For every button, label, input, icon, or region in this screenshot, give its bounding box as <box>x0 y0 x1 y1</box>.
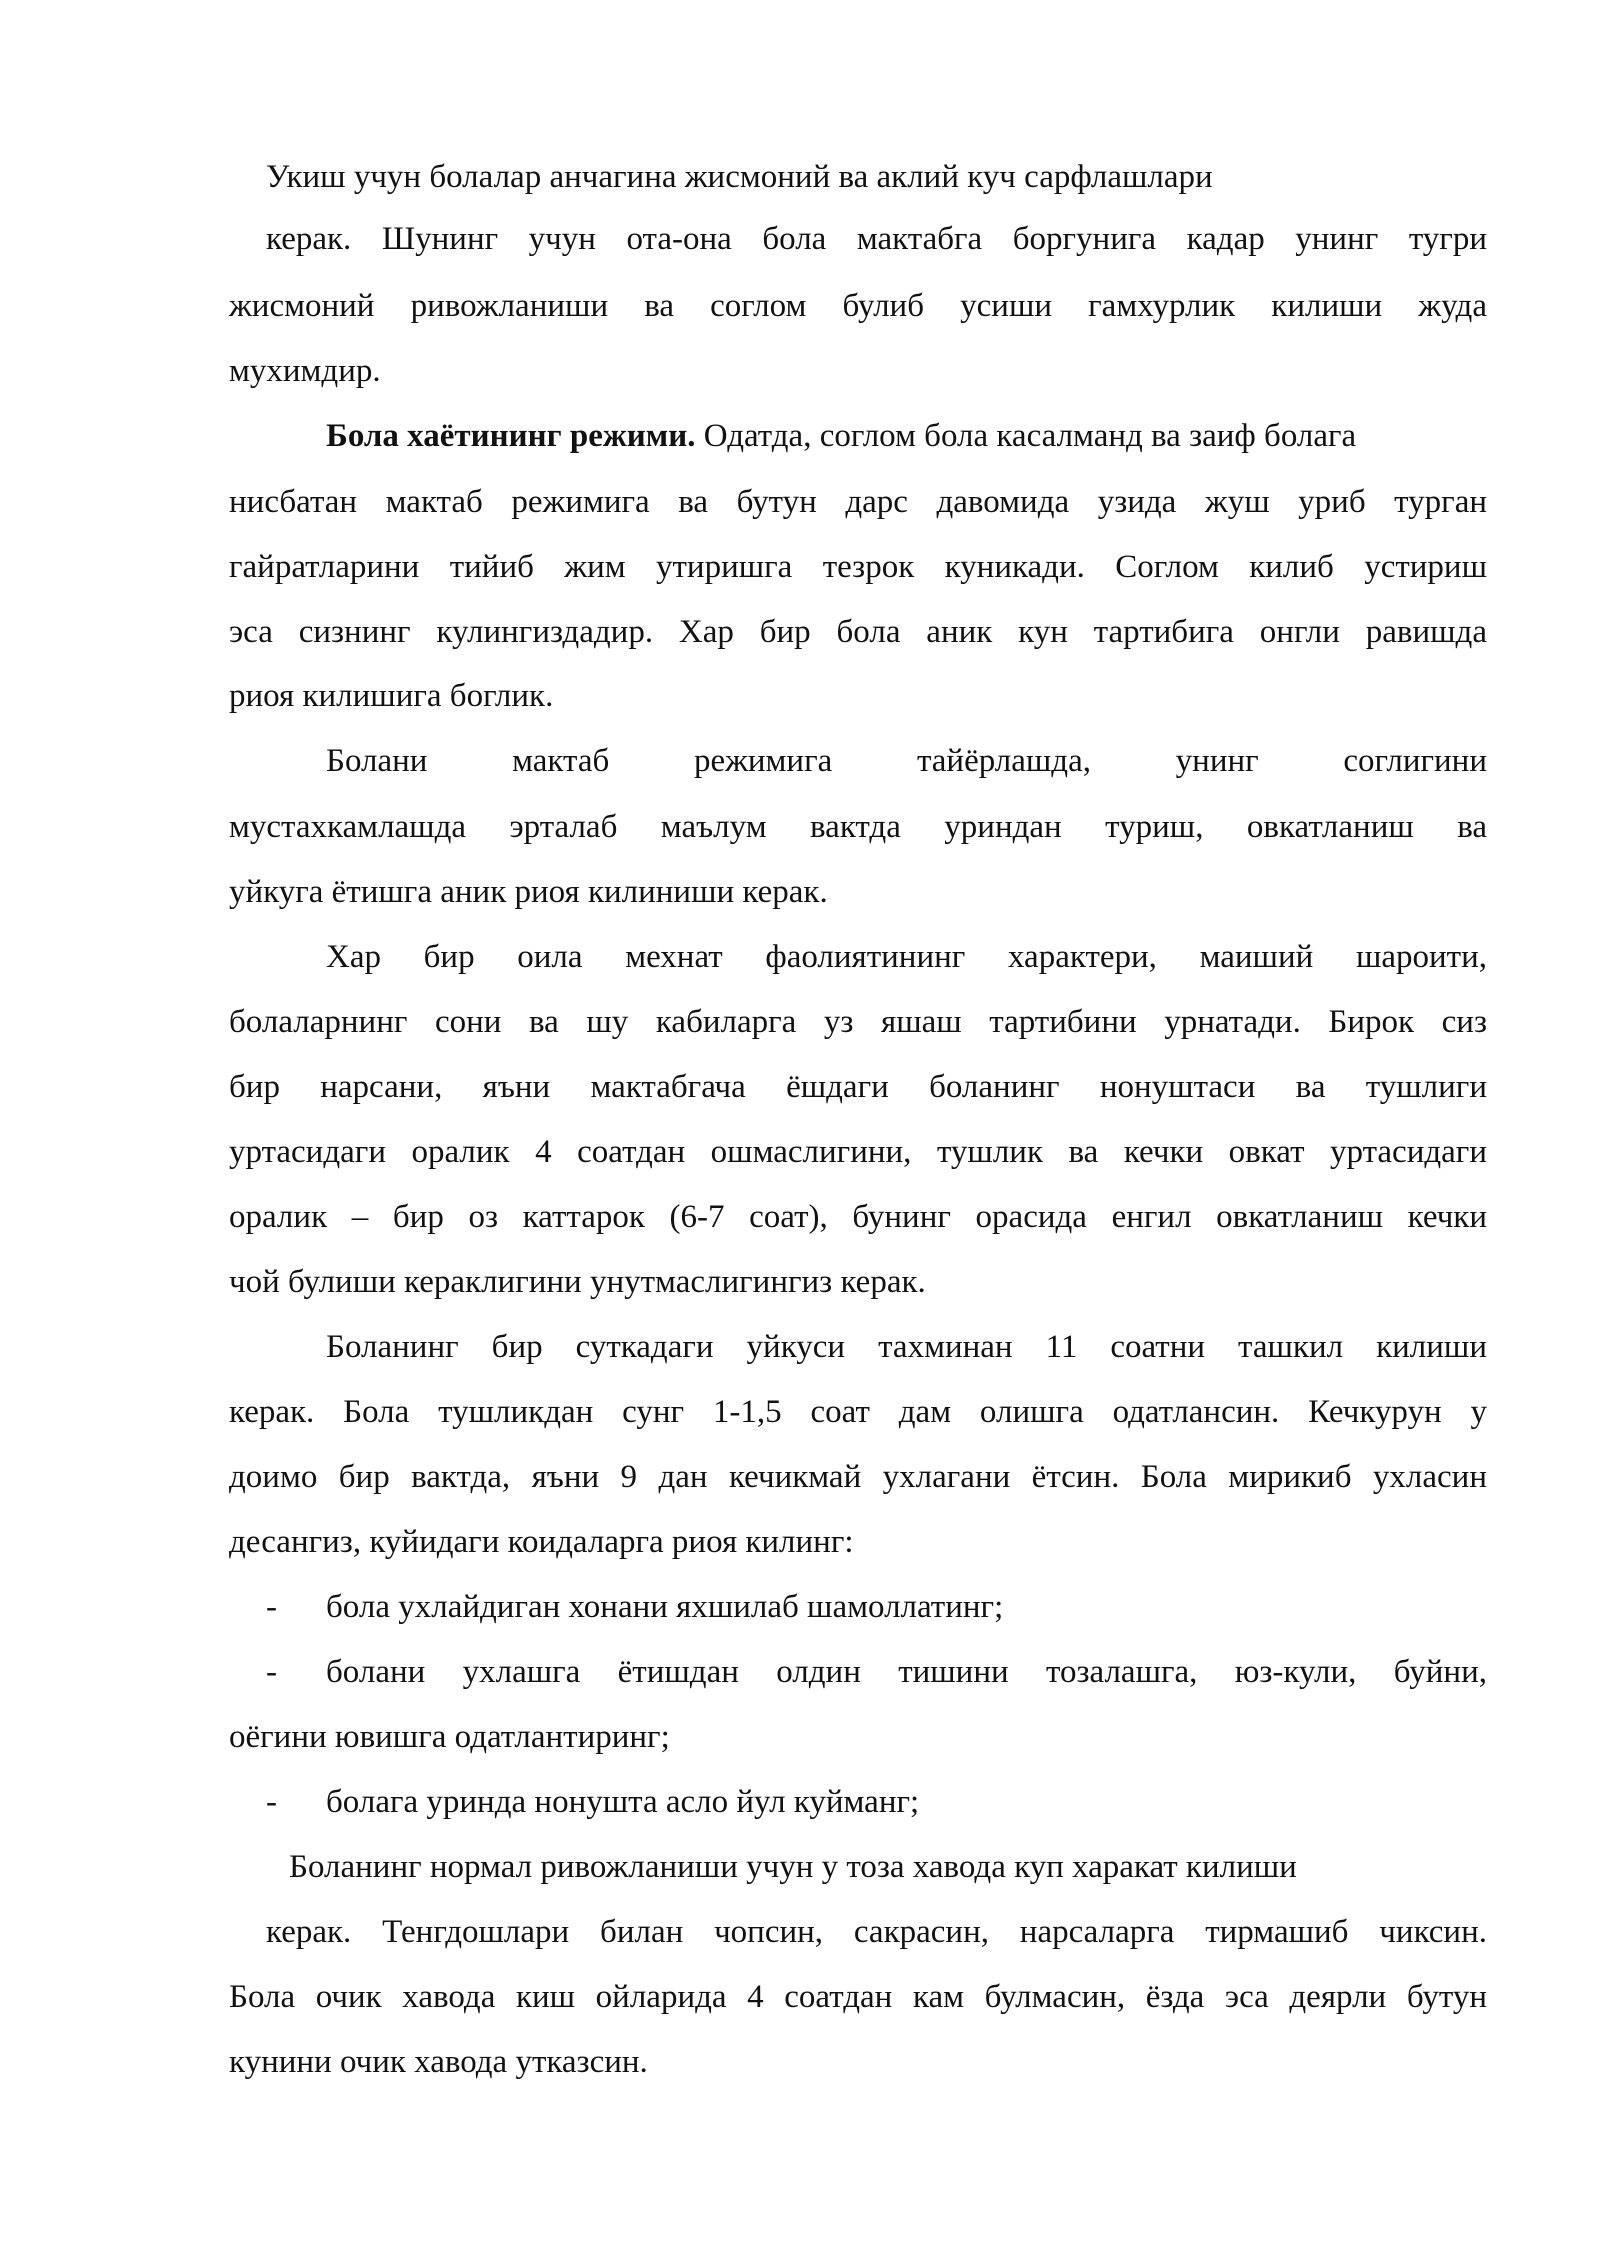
text-line: Бола очик хавода киш ойларида 4 соатдан кам булмасин, ёзда эса деярли бутун <box>229 1979 1487 2015</box>
text-line: Укиш учун болалар анчагина жисмоний ва аклий куч сарфлашлари <box>266 159 1213 195</box>
text-line: мустахкамлашда эрталаб маълум вактда уриндан туриш, овкатланиш ва <box>229 809 1487 845</box>
list-item-text: оёгини ювишга одатлантиринг; <box>229 1719 670 1755</box>
text-line: бир нарсани, яъни мактабгача ёшдаги боланинг нонуштаси ва тушлиги <box>229 1069 1487 1105</box>
text-line: керак. Тенгдошлари билан чопсин, сакрасин, нарсаларга тирмашиб чиксин. <box>266 1914 1487 1950</box>
text-line: кунини очик хавода утказсин. <box>229 2044 648 2080</box>
text-line: эса сизнинг кулингиздадир. Хар бир бола аник кун тартибига онгли равишда <box>229 614 1487 650</box>
text-line: гайратларини тийиб жим утиришга тезрок куникади. Соглом килиб устириш <box>229 549 1487 585</box>
text-line: мухимдир. <box>229 353 381 389</box>
text-line: чой булиши кераклигини унутмаслигингиз керак. <box>229 1264 926 1300</box>
text-line: керак. Бола тушликдан сунг 1-1,5 соат дам олишга одатлансин. Кечкурун у <box>229 1394 1487 1430</box>
section-heading: Бола хаётининг режими. <box>326 418 696 454</box>
text-line: риоя килишига боглик. <box>229 678 554 714</box>
list-item-text: болага уринда нонушта асло йул куйманг; <box>326 1784 920 1820</box>
list-item-text: болани ухлашга ётишдан олдин тишини тозалашга, юз-кули, буйни, <box>326 1654 1487 1690</box>
text-line: Болани мактаб режимига тайёрлашда, унинг соглигини <box>326 743 1487 779</box>
text-line: доимо бир вактда, яъни 9 дан кечикмай ухлагани ётсин. Бола мирикиб ухласин <box>229 1459 1487 1495</box>
dash-marker: - <box>266 1784 277 1820</box>
text-line: уртасидаги оралик 4 соатдан ошмаслигини, тушлик ва кечки овкат уртасидаги <box>229 1134 1487 1170</box>
list-item-text: бола ухлайдиган хонани яхшилаб шамоллатинг; <box>326 1589 1004 1625</box>
text-line: уйкуга ётишга аник риоя килиниши керак. <box>229 874 828 910</box>
text-line: керак. Шунинг учун ота-она бола мактабга боргунига кадар унинг тугри <box>266 221 1487 257</box>
dash-marker: - <box>266 1654 277 1690</box>
text-line: Боланинг бир суткадаги уйкуси тахминан 11 соатни ташкил килиши <box>326 1329 1487 1365</box>
dash-marker: - <box>266 1589 277 1625</box>
text-line: Боланинг нормал ривожланиши учун у тоза хавода куп харакат килиши <box>289 1849 1297 1885</box>
text-line: Хар бир оила мехнат фаолиятининг характери, маиший шароити, <box>326 939 1487 975</box>
text-line: десангиз, куйидаги коидаларга риоя килинг: <box>229 1524 854 1560</box>
text-line: болаларнинг сони ва шу кабиларга уз яшаш тартибини урнатади. Бирок сиз <box>229 1004 1487 1040</box>
text-line: жисмоний ривожланиши ва соглом булиб усиши гамхурлик килиши жуда <box>229 288 1487 324</box>
text-line: оралик – бир оз каттарок (6-7 соат), бунинг орасида енгил овкатланиш кечки <box>229 1199 1487 1235</box>
text-span: Одатда, соглом бола касалманд ва заиф болага <box>695 418 1357 454</box>
text-line <box>326 417 1356 457</box>
text-line: нисбатан мактаб режимига ва бутун дарс давомида узида жуш уриб турган <box>229 484 1487 520</box>
